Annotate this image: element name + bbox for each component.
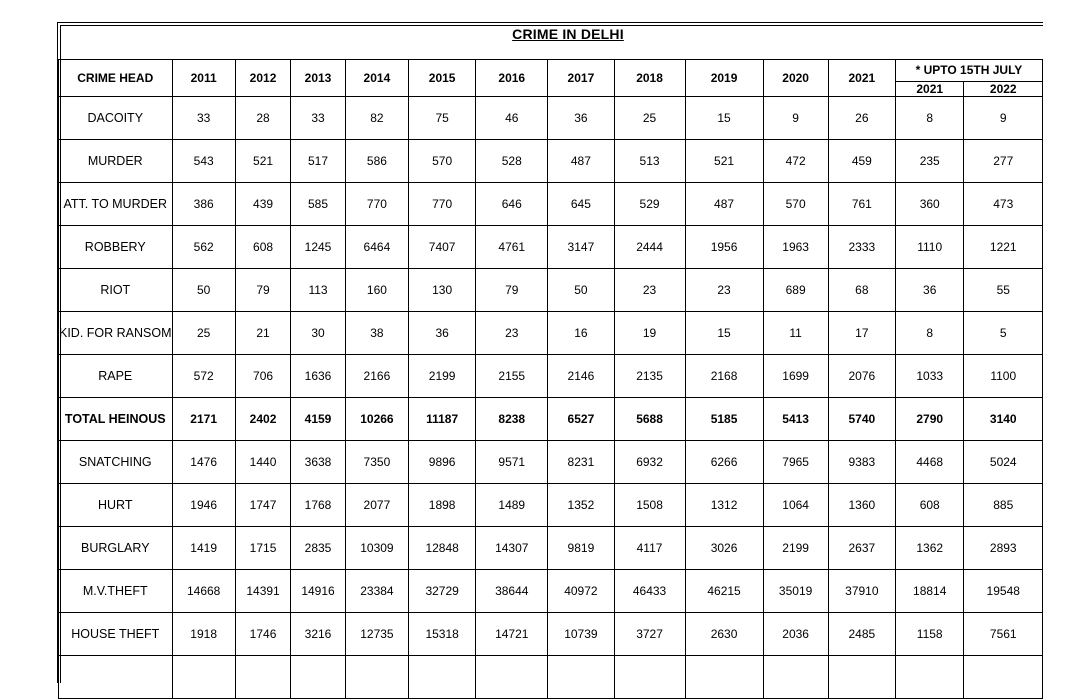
value-cell: 15 — [685, 97, 763, 140]
table-row — [59, 484, 1043, 527]
value-cell: 473 — [964, 183, 1043, 226]
value-cell: 487 — [685, 183, 763, 226]
value-cell: 1489 — [476, 484, 548, 527]
value-cell: 3216 — [291, 613, 346, 656]
crime-table — [58, 59, 1043, 699]
value-cell: 770 — [345, 183, 408, 226]
value-cell: 6932 — [614, 441, 685, 484]
value-cell: 585 — [291, 183, 346, 226]
value-cell: 7561 — [964, 613, 1043, 656]
value-cell: 2135 — [614, 355, 685, 398]
value-cell: 570 — [409, 140, 476, 183]
table-row — [59, 441, 1043, 484]
table-body — [59, 97, 1043, 699]
value-cell: 2077 — [345, 484, 408, 527]
year-header: 2021 — [828, 60, 895, 97]
table-row — [59, 570, 1043, 613]
value-cell: 3147 — [548, 226, 614, 269]
value-cell: 1636 — [291, 355, 346, 398]
value-cell: 2146 — [548, 355, 614, 398]
year-header: 2018 — [614, 60, 685, 97]
value-cell: 8231 — [548, 441, 614, 484]
value-cell: 2630 — [685, 613, 763, 656]
value-cell: 706 — [235, 355, 290, 398]
value-cell — [291, 656, 346, 699]
value-cell: 28 — [235, 97, 290, 140]
value-cell: 12735 — [345, 613, 408, 656]
year-header: 2017 — [548, 60, 614, 97]
value-cell: 9383 — [828, 441, 895, 484]
crime-head-cell: M.V.THEFT — [59, 570, 173, 613]
value-cell: 2893 — [964, 527, 1043, 570]
value-cell: 6527 — [548, 398, 614, 441]
value-cell: 1746 — [235, 613, 290, 656]
crime-head-cell: RAPE — [59, 355, 173, 398]
value-cell: 14721 — [476, 613, 548, 656]
value-cell: 1158 — [895, 613, 964, 656]
value-cell: 2036 — [763, 613, 828, 656]
value-cell: 2444 — [614, 226, 685, 269]
value-cell: 521 — [235, 140, 290, 183]
upto-year-header: 2021 — [895, 81, 964, 96]
year-header: 2015 — [409, 60, 476, 97]
value-cell: 79 — [235, 269, 290, 312]
value-cell — [345, 656, 408, 699]
value-cell: 645 — [548, 183, 614, 226]
table-row — [59, 140, 1043, 183]
crime-head-cell: HOUSE THEFT — [59, 613, 173, 656]
value-cell: 1033 — [895, 355, 964, 398]
value-cell: 2199 — [409, 355, 476, 398]
value-cell: 1715 — [235, 527, 290, 570]
value-cell: 529 — [614, 183, 685, 226]
table-row — [59, 312, 1043, 355]
value-cell: 1245 — [291, 226, 346, 269]
value-cell: 1360 — [828, 484, 895, 527]
value-cell: 1362 — [895, 527, 964, 570]
value-cell: 23 — [476, 312, 548, 355]
value-cell: 36 — [409, 312, 476, 355]
value-cell: 586 — [345, 140, 408, 183]
value-cell — [172, 656, 235, 699]
value-cell: 1476 — [172, 441, 235, 484]
value-cell: 25 — [172, 312, 235, 355]
value-cell: 1352 — [548, 484, 614, 527]
value-cell: 6464 — [345, 226, 408, 269]
value-cell: 46433 — [614, 570, 685, 613]
value-cell: 1508 — [614, 484, 685, 527]
value-cell: 4468 — [895, 441, 964, 484]
upto-july-header: * UPTO 15TH JULY — [895, 60, 1042, 82]
value-cell: 2171 — [172, 398, 235, 441]
value-cell: 1946 — [172, 484, 235, 527]
table-row — [59, 355, 1043, 398]
value-cell: 16 — [548, 312, 614, 355]
value-cell: 1768 — [291, 484, 346, 527]
value-cell: 572 — [172, 355, 235, 398]
value-cell: 7350 — [345, 441, 408, 484]
value-cell: 14307 — [476, 527, 548, 570]
value-cell: 3140 — [964, 398, 1043, 441]
value-cell: 17 — [828, 312, 895, 355]
value-cell: 487 — [548, 140, 614, 183]
value-cell: 35019 — [763, 570, 828, 613]
value-cell: 1747 — [235, 484, 290, 527]
value-cell: 235 — [895, 140, 964, 183]
value-cell: 1221 — [964, 226, 1043, 269]
value-cell: 9571 — [476, 441, 548, 484]
table-row — [59, 613, 1043, 656]
value-cell: 10266 — [345, 398, 408, 441]
value-cell: 2155 — [476, 355, 548, 398]
value-cell: 8238 — [476, 398, 548, 441]
crime-report-sheet — [57, 22, 1043, 683]
value-cell: 1918 — [172, 613, 235, 656]
value-cell: 11187 — [409, 398, 476, 441]
value-cell — [548, 656, 614, 699]
value-cell: 1419 — [172, 527, 235, 570]
value-cell: 15 — [685, 312, 763, 355]
value-cell: 21 — [235, 312, 290, 355]
value-cell: 25 — [614, 97, 685, 140]
table-header-row — [59, 60, 1043, 82]
value-cell: 3727 — [614, 613, 685, 656]
page-title: CRIME IN DELHI — [512, 26, 624, 42]
value-cell: 37910 — [828, 570, 895, 613]
value-cell: 689 — [763, 269, 828, 312]
value-cell: 608 — [235, 226, 290, 269]
value-cell: 360 — [895, 183, 964, 226]
value-cell: 46215 — [685, 570, 763, 613]
value-cell: 18814 — [895, 570, 964, 613]
value-cell: 9 — [964, 97, 1043, 140]
value-cell: 1956 — [685, 226, 763, 269]
value-cell: 1898 — [409, 484, 476, 527]
value-cell — [476, 656, 548, 699]
crime-head-cell: RIOT — [59, 269, 173, 312]
value-cell: 2485 — [828, 613, 895, 656]
year-header: 2012 — [235, 60, 290, 97]
value-cell: 9819 — [548, 527, 614, 570]
table-row — [59, 656, 1043, 699]
value-cell: 82 — [345, 97, 408, 140]
year-header: 2020 — [763, 60, 828, 97]
crime-head-cell: MURDER — [59, 140, 173, 183]
value-cell: 33 — [291, 97, 346, 140]
value-cell: 513 — [614, 140, 685, 183]
value-cell: 1064 — [763, 484, 828, 527]
crime-head-cell: HURT — [59, 484, 173, 527]
value-cell: 33 — [172, 97, 235, 140]
value-cell: 50 — [172, 269, 235, 312]
value-cell: 5024 — [964, 441, 1043, 484]
value-cell: 130 — [409, 269, 476, 312]
year-header: 2019 — [685, 60, 763, 97]
value-cell: 761 — [828, 183, 895, 226]
value-cell: 2333 — [828, 226, 895, 269]
value-cell: 2790 — [895, 398, 964, 441]
value-cell: 1110 — [895, 226, 964, 269]
value-cell: 6266 — [685, 441, 763, 484]
value-cell: 459 — [828, 140, 895, 183]
value-cell: 38644 — [476, 570, 548, 613]
value-cell: 2637 — [828, 527, 895, 570]
value-cell: 36 — [548, 97, 614, 140]
value-cell: 770 — [409, 183, 476, 226]
value-cell: 38 — [345, 312, 408, 355]
crime-head-cell: ROBBERY — [59, 226, 173, 269]
value-cell: 8 — [895, 312, 964, 355]
value-cell: 439 — [235, 183, 290, 226]
crime-head-cell — [59, 656, 173, 699]
value-cell: 5185 — [685, 398, 763, 441]
value-cell: 2199 — [763, 527, 828, 570]
value-cell: 11 — [763, 312, 828, 355]
value-cell: 40972 — [548, 570, 614, 613]
table-row — [59, 183, 1043, 226]
value-cell: 5413 — [763, 398, 828, 441]
value-cell: 562 — [172, 226, 235, 269]
value-cell — [895, 656, 964, 699]
value-cell: 4159 — [291, 398, 346, 441]
value-cell: 4117 — [614, 527, 685, 570]
crime-head-header: CRIME HEAD — [59, 60, 173, 97]
value-cell: 9 — [763, 97, 828, 140]
table-row — [59, 527, 1043, 570]
table-row — [59, 398, 1043, 441]
value-cell: 386 — [172, 183, 235, 226]
value-cell: 5688 — [614, 398, 685, 441]
value-cell: 75 — [409, 97, 476, 140]
year-header: 2014 — [345, 60, 408, 97]
crime-head-cell: TOTAL HEINOUS — [59, 398, 173, 441]
crime-head-cell: BURGLARY — [59, 527, 173, 570]
value-cell: 8 — [895, 97, 964, 140]
value-cell — [763, 656, 828, 699]
value-cell: 36 — [895, 269, 964, 312]
value-cell: 55 — [964, 269, 1043, 312]
table-row — [59, 97, 1043, 140]
value-cell: 160 — [345, 269, 408, 312]
value-cell: 32729 — [409, 570, 476, 613]
value-cell: 2168 — [685, 355, 763, 398]
table-row — [59, 269, 1043, 312]
value-cell: 7407 — [409, 226, 476, 269]
value-cell: 9896 — [409, 441, 476, 484]
value-cell: 2835 — [291, 527, 346, 570]
value-cell: 1100 — [964, 355, 1043, 398]
value-cell: 14668 — [172, 570, 235, 613]
value-cell: 608 — [895, 484, 964, 527]
value-cell — [685, 656, 763, 699]
crime-head-cell: KID. FOR RANSOM — [59, 312, 173, 355]
value-cell: 14916 — [291, 570, 346, 613]
upto-year-header: 2022 — [964, 81, 1043, 96]
value-cell: 570 — [763, 183, 828, 226]
value-cell: 15318 — [409, 613, 476, 656]
value-cell: 23 — [614, 269, 685, 312]
value-cell: 12848 — [409, 527, 476, 570]
value-cell: 521 — [685, 140, 763, 183]
year-header: 2013 — [291, 60, 346, 97]
value-cell: 2402 — [235, 398, 290, 441]
value-cell: 3638 — [291, 441, 346, 484]
year-header: 2016 — [476, 60, 548, 97]
title-row — [58, 23, 1043, 59]
value-cell — [409, 656, 476, 699]
value-cell: 1440 — [235, 441, 290, 484]
value-cell: 68 — [828, 269, 895, 312]
value-cell: 46 — [476, 97, 548, 140]
value-cell: 30 — [291, 312, 346, 355]
value-cell: 5740 — [828, 398, 895, 441]
value-cell: 3026 — [685, 527, 763, 570]
value-cell: 472 — [763, 140, 828, 183]
value-cell: 19 — [614, 312, 685, 355]
crime-head-cell: ATT. TO MURDER — [59, 183, 173, 226]
value-cell: 4761 — [476, 226, 548, 269]
value-cell: 79 — [476, 269, 548, 312]
value-cell: 7965 — [763, 441, 828, 484]
value-cell: 113 — [291, 269, 346, 312]
value-cell: 14391 — [235, 570, 290, 613]
value-cell — [614, 656, 685, 699]
value-cell — [828, 656, 895, 699]
value-cell: 23384 — [345, 570, 408, 613]
value-cell — [964, 656, 1043, 699]
value-cell: 19548 — [964, 570, 1043, 613]
value-cell: 23 — [685, 269, 763, 312]
value-cell — [235, 656, 290, 699]
table-row — [59, 226, 1043, 269]
value-cell: 50 — [548, 269, 614, 312]
value-cell: 10309 — [345, 527, 408, 570]
value-cell: 5 — [964, 312, 1043, 355]
value-cell: 517 — [291, 140, 346, 183]
value-cell: 2076 — [828, 355, 895, 398]
value-cell: 1963 — [763, 226, 828, 269]
value-cell: 885 — [964, 484, 1043, 527]
value-cell: 543 — [172, 140, 235, 183]
value-cell: 646 — [476, 183, 548, 226]
value-cell: 528 — [476, 140, 548, 183]
value-cell: 26 — [828, 97, 895, 140]
year-header: 2011 — [172, 60, 235, 97]
crime-head-cell: DACOITY — [59, 97, 173, 140]
value-cell: 277 — [964, 140, 1043, 183]
crime-head-cell: SNATCHING — [59, 441, 173, 484]
value-cell: 1312 — [685, 484, 763, 527]
value-cell: 2166 — [345, 355, 408, 398]
value-cell: 1699 — [763, 355, 828, 398]
value-cell: 10739 — [548, 613, 614, 656]
